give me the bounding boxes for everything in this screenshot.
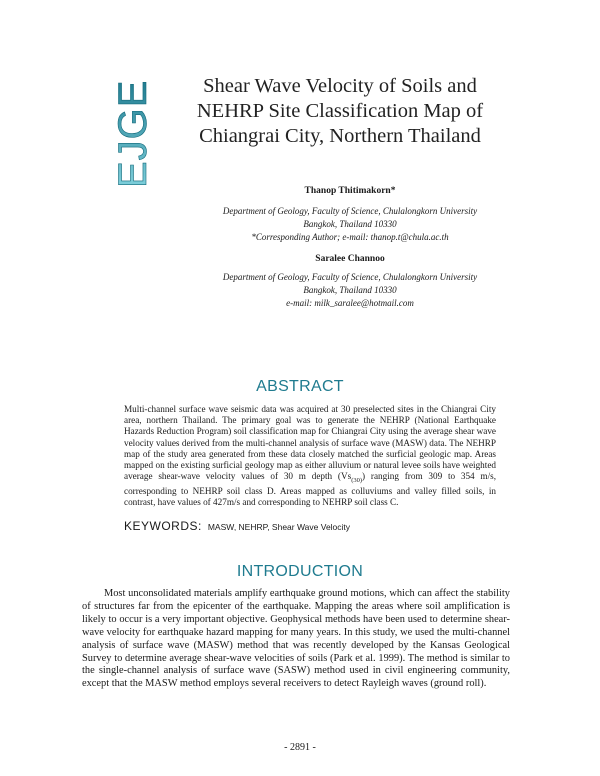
- affiliation-email: e-mail: milk_saralee@hotmail.com: [286, 298, 414, 308]
- affiliation-email: *Corresponding Author; e-mail: thanop.t@chula.ac.th: [251, 232, 449, 242]
- journal-logo: [111, 78, 155, 190]
- abstract-text: [124, 404, 496, 509]
- author-name: Saralee Channoo: [315, 254, 385, 264]
- introduction-paragraph: Most unconsolidated materials amplify earthquake ground motions, which can affect the stability of structures far from the epicenter of the earthquake. Mapping the areas where soil amplification is likely to occur is a very important objective. Geophysical methods have been used to determine shear-wave velocity for earthquake hazard mapping for many years. In this study, we used the multi-channel analysis of surface wave (MASW) method that was recently developed by the Kansas Geological Survey to determine average shear-wave velocities of soils (Park et al. 1999). The method is similar to the single-channel analysis of surface wave (SASW) method used in civil engineering community, except that the MASW method employs several receivers to detect Rayleigh waves (ground roll).: [82, 588, 510, 690]
- introduction-heading: INTRODUCTION: [236, 563, 364, 580]
- abstract-text-part: Multi-channel surface wave seismic data was acquired at 30 preselected sites in the Chiangrai City area, northern Thailand. The primary goal was to generate the NEHRP (National Earthquake Hazards Reduction Program) soil classification map for Chiangrai City using the average shear wave velocity values derived from the multi-channel analysis of surface wave (MASW) data. The NEHRP map of the study area generated from these data closely matched the surficial geologic map. Areas mapped on the existing surficial geology map as either alluvium or natural levee soils have weighted average shear-wave velocity values of 30 m depth (Vs: [124, 404, 496, 482]
- vs-subscript: (30): [351, 477, 363, 485]
- ejge-logo-icon: [111, 78, 155, 190]
- logo-text: EJGE: [111, 79, 155, 188]
- author-affiliation: [150, 205, 550, 244]
- title-line: Chiangrai City, Northern Thailand: [199, 125, 481, 147]
- page-number: - 2891 -: [284, 742, 316, 753]
- title-line: NEHRP Site Classification Map of: [196, 100, 484, 122]
- author-name: Thanop Thitimakorn*: [304, 186, 396, 196]
- affiliation-line: Bangkok, Thailand 10330: [303, 219, 397, 229]
- author-affiliation: [150, 271, 550, 310]
- keywords-values: MASW, NEHRP, Shear Wave Velocity: [207, 522, 351, 532]
- affiliation-line: Bangkok, Thailand 10330: [303, 285, 397, 295]
- affiliation-line: Department of Geology, Faculty of Science, Chulalongkorn University: [222, 272, 478, 282]
- abstract-text-part: ) ranging from 309 to 354 m/s, corresponding to NEHRP soil class D. Areas mapped as colluviums and valley filled soils, in contrast, have values of 427m/s and corresponding to NEHRP soil class C.: [124, 471, 497, 508]
- affiliation-line: Department of Geology, Faculty of Science, Chulalongkorn University: [222, 206, 478, 216]
- paper-title: [190, 74, 490, 149]
- title-line: Shear Wave Velocity of Soils and: [203, 75, 477, 97]
- keywords-label: KEYWORDS:: [124, 519, 202, 533]
- abstract-heading: ABSTRACT: [256, 378, 344, 395]
- keywords: [124, 517, 504, 535]
